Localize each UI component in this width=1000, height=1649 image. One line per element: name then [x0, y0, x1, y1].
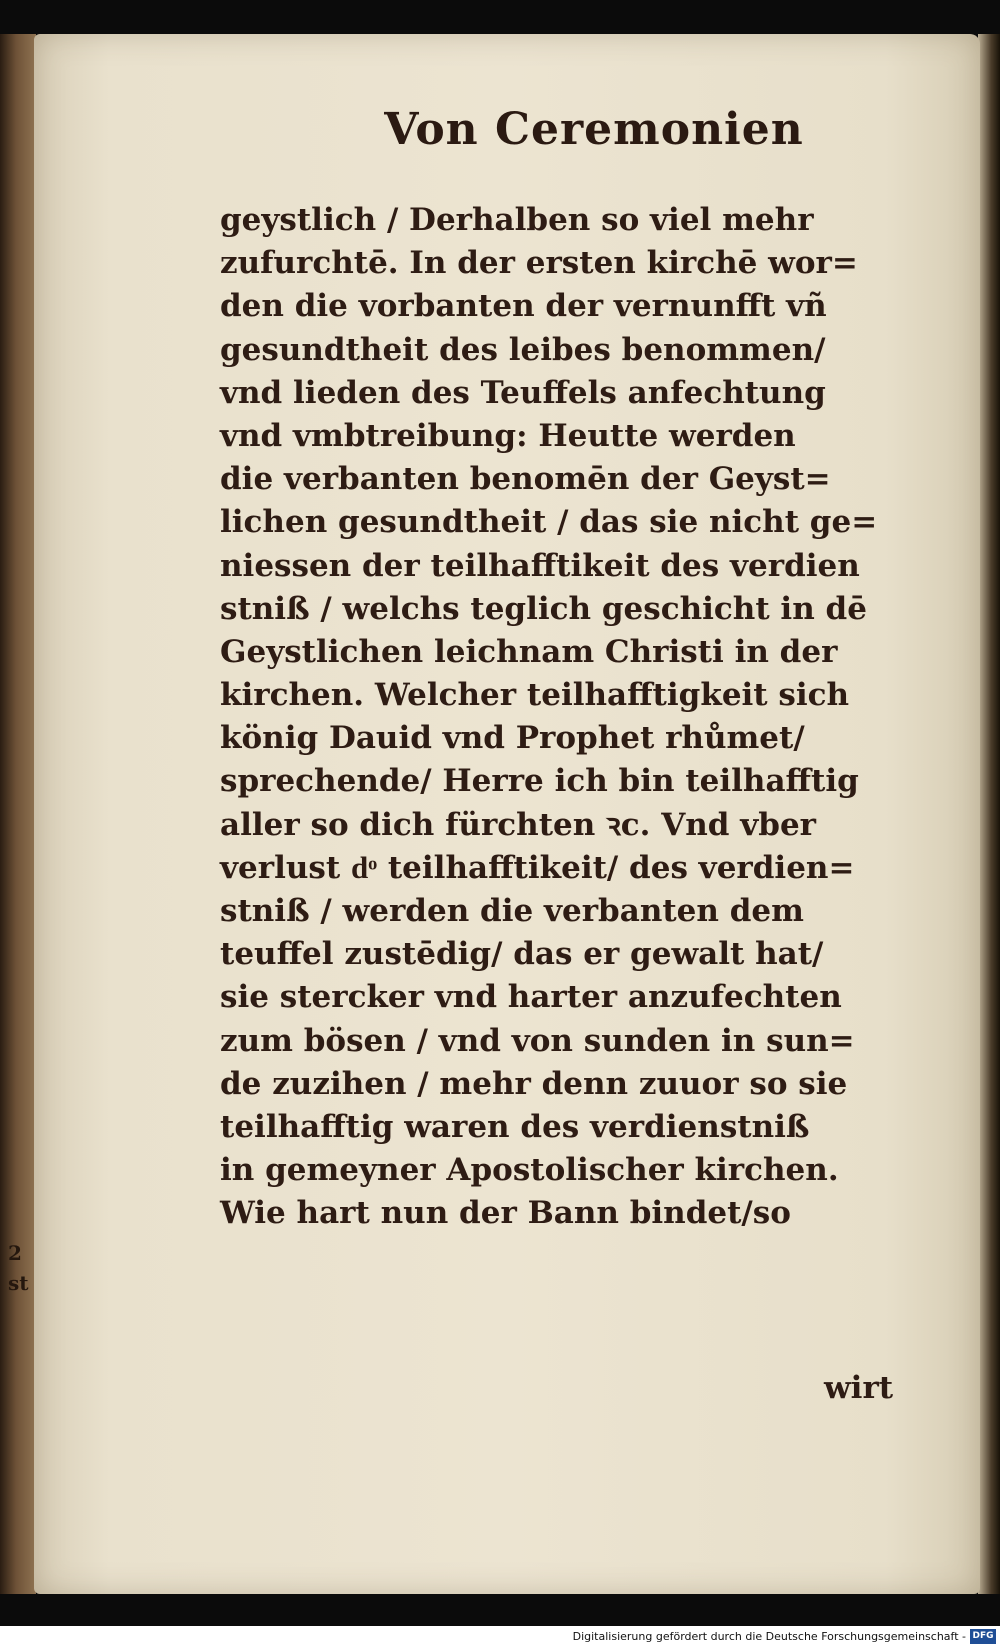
text-line: den die vorbanten der vernunfft vñ — [220, 288, 827, 325]
text-line: lichen gesundtheit / das sie nicht ge= — [220, 504, 878, 541]
text-line: teilhafftig waren des verdienstniß — [220, 1108, 810, 1145]
text-line: de zuzihen / mehr denn zuuor so sie — [220, 1065, 848, 1102]
text-line: verlust dͦ teilhafftikeit/ des verdien= — [220, 849, 855, 886]
text-line: stniß / welchs teglich geschicht in dē — [220, 590, 867, 627]
margin-note-line: 2 — [8, 1241, 22, 1265]
text-line: gesundtheit des leibes benommen/ — [220, 331, 826, 368]
text-line: sprechende/ Herre ich bin teilhafftig — [220, 763, 859, 800]
text-line: aller so dich fürchten ꝛc. Vnd vber — [220, 806, 817, 843]
book-page — [34, 34, 980, 1594]
catchword: wirt — [824, 1370, 894, 1406]
text-line: stniß / werden die verbanten dem — [220, 893, 804, 929]
funding-credit: Digitalisierung gefördert durch die Deutsche Forschungsgemeinschaft - — [572, 1630, 966, 1643]
book-page-edge — [978, 34, 1000, 1594]
text-block — [220, 199, 920, 1236]
text-line: zum bösen / vnd von sunden in sun= — [220, 1022, 855, 1059]
text-line: Geystlichen leichnam Christi in der — [220, 633, 838, 670]
text-line: die verbanten benomēn der Geyst= — [220, 461, 831, 498]
dfg-logo: DFG — [970, 1629, 996, 1644]
footer-bar — [0, 1626, 1000, 1649]
text-line: Wie hart nun der Bann bindet/so — [220, 1195, 791, 1232]
text-line: teuffel zustēdig/ das er gewalt hat/ — [220, 936, 824, 973]
margin-note — [8, 1238, 29, 1298]
text-line: vnd vmbtreibung: Heutte werden — [220, 417, 796, 454]
text-line: vnd lieden des Teuffels anfechtung — [220, 374, 826, 411]
book-spine-edge — [0, 34, 36, 1594]
margin-note-line: st — [8, 1271, 29, 1295]
text-line: sie stercker vnd harter anzufechten — [220, 979, 842, 1016]
text-line: niessen der teilhafftikeit des verdien — [220, 547, 860, 584]
text-line: in gemeyner Apostolischer kirchen. — [220, 1152, 839, 1189]
text-line: geystlich / Derhalben so viel mehr — [220, 202, 814, 238]
text-line: könig Dauid vnd Prophet rhůmet/ — [220, 720, 805, 757]
running-head: Von Ceremonien — [384, 104, 804, 155]
text-line: zufurchtē. In der ersten kirchē wor= — [220, 245, 858, 282]
text-line: kirchen. Welcher teilhafftigkeit sich — [220, 677, 850, 714]
